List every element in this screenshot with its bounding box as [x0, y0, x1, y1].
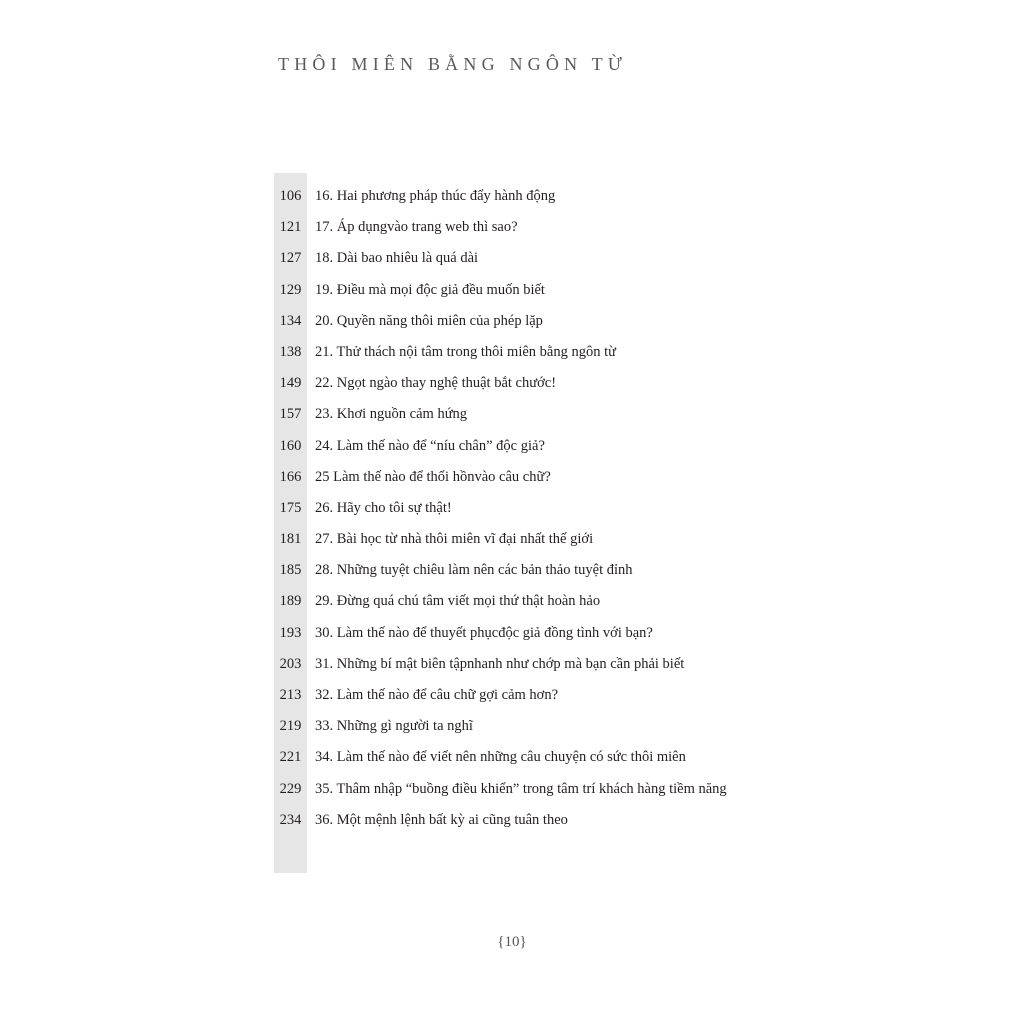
toc-entry-page-number: 106: [279, 188, 302, 204]
toc-entry: [0, 368, 1024, 399]
toc-entry-title: 21. Thử thách nội tâm trong thôi miên bằng ngôn từ: [315, 343, 616, 360]
toc-entry-page-number: 160: [279, 437, 302, 454]
toc-entry-title: 33. Những gì người ta nghĩ: [315, 718, 473, 735]
toc-entry: [0, 306, 1024, 337]
toc-entry-page-number: 189: [279, 593, 302, 610]
toc-entry-title: 16. Hai phương pháp thúc đẩy hành động: [315, 188, 556, 204]
toc-entry-title: 27. Bài học từ nhà thôi miên vĩ đại nhất thế giới: [315, 531, 594, 548]
toc-entry: [0, 212, 1024, 243]
toc-entry: [0, 243, 1024, 274]
toc-entry-page-number: 213: [279, 687, 302, 703]
toc-entry-title: 29. Đừng quá chú tâm viết mọi thứ thật hoàn hảo: [315, 593, 601, 610]
toc-entry-page-number: 203: [279, 655, 302, 672]
running-head-title: THÔI MIÊN BẰNG NGÔN TỪ: [278, 54, 628, 74]
toc-entry-title: 35. Thâm nhập “buồng điều khiển” trong tâm trí khách hàng tiềm năng: [315, 780, 727, 797]
toc-entry: [0, 618, 1024, 649]
toc-entry-page-number: 193: [279, 624, 302, 641]
toc-entry: [0, 524, 1024, 555]
toc-entry-title: 26. Hãy cho tôi sự thật!: [315, 499, 452, 516]
toc-entry-page-number: 185: [279, 562, 302, 579]
toc-entry-title: 28. Những tuyệt chiêu làm nên các bản thảo tuyệt đỉnh: [315, 562, 633, 579]
toc-entry-page-number: 166: [279, 468, 302, 485]
toc-entry-title: 36. Một mệnh lệnh bất kỳ ai cũng tuân theo: [315, 811, 568, 828]
toc-entry: [0, 493, 1024, 524]
toc-entry-page-number: 127: [279, 250, 302, 267]
toc-entry: [0, 649, 1024, 680]
toc-entry: [0, 431, 1024, 462]
toc-entry-title: 20. Quyền năng thôi miên của phép lặp: [315, 312, 543, 329]
toc-entry-title: 24. Làm thế nào để “níu chân” độc giả?: [315, 437, 545, 454]
toc-entry-page-number: 121: [279, 219, 302, 236]
toc-entry-title: 32. Làm thế nào để câu chữ gợi cảm hơn?: [315, 687, 559, 703]
toc-entry: [0, 555, 1024, 586]
toc-entry: [0, 774, 1024, 805]
toc-entry-title: 30. Làm thế nào để thuyết phụcđộc giả đồng tình với bạn?: [315, 624, 653, 641]
toc-entry-page-number: 181: [279, 531, 302, 548]
toc-entry-page-number: 219: [279, 718, 302, 735]
toc-entry-title: 34. Làm thế nào để viết nên những câu chuyện có sức thôi miên: [315, 749, 686, 766]
toc-entry-title: 19. Điều mà mọi độc giả đều muốn biết: [315, 281, 545, 298]
toc-entry-title: 25 Làm thế nào để thổi hồnvào câu chữ?: [315, 468, 551, 485]
toc-entry-page-number: 234: [279, 811, 302, 828]
toc-entry-title: 17. Áp dụngvào trang web thì sao?: [315, 219, 518, 236]
toc-entry: [0, 742, 1024, 773]
toc-entry-title: 23. Khơi nguồn cảm hứng: [315, 406, 468, 423]
toc-entry-page-number: 134: [279, 312, 302, 329]
toc-entry-page-number: 221: [279, 749, 302, 766]
toc-entry-title: 31. Những bí mật biên tậpnhanh như chớp mà bạn cần phải biết: [315, 655, 685, 672]
toc-entry: [0, 805, 1024, 836]
toc-entry: [0, 586, 1024, 617]
toc-entry-page-number: 138: [279, 343, 302, 360]
toc-entry-page-number: 149: [279, 375, 302, 392]
page-number-folio: {10}: [497, 934, 527, 950]
toc-entry: [0, 680, 1024, 711]
toc-entry-page-number: 129: [279, 281, 302, 298]
toc-entry-page-number: 229: [279, 780, 302, 797]
toc-entry-page-number: 175: [279, 499, 302, 516]
toc-entry: [0, 711, 1024, 742]
toc-entry-title: 18. Dài bao nhiêu là quá dài: [315, 250, 479, 267]
toc-entry: [0, 399, 1024, 430]
toc-entry: [0, 462, 1024, 493]
toc-entry-page-number: 157: [279, 406, 302, 423]
table-of-contents: [0, 181, 1024, 836]
toc-entry: [0, 181, 1024, 212]
toc-entry: [0, 337, 1024, 368]
toc-entry-title: 22. Ngọt ngào thay nghệ thuật bắt chước!: [315, 375, 557, 392]
toc-entry: [0, 275, 1024, 306]
